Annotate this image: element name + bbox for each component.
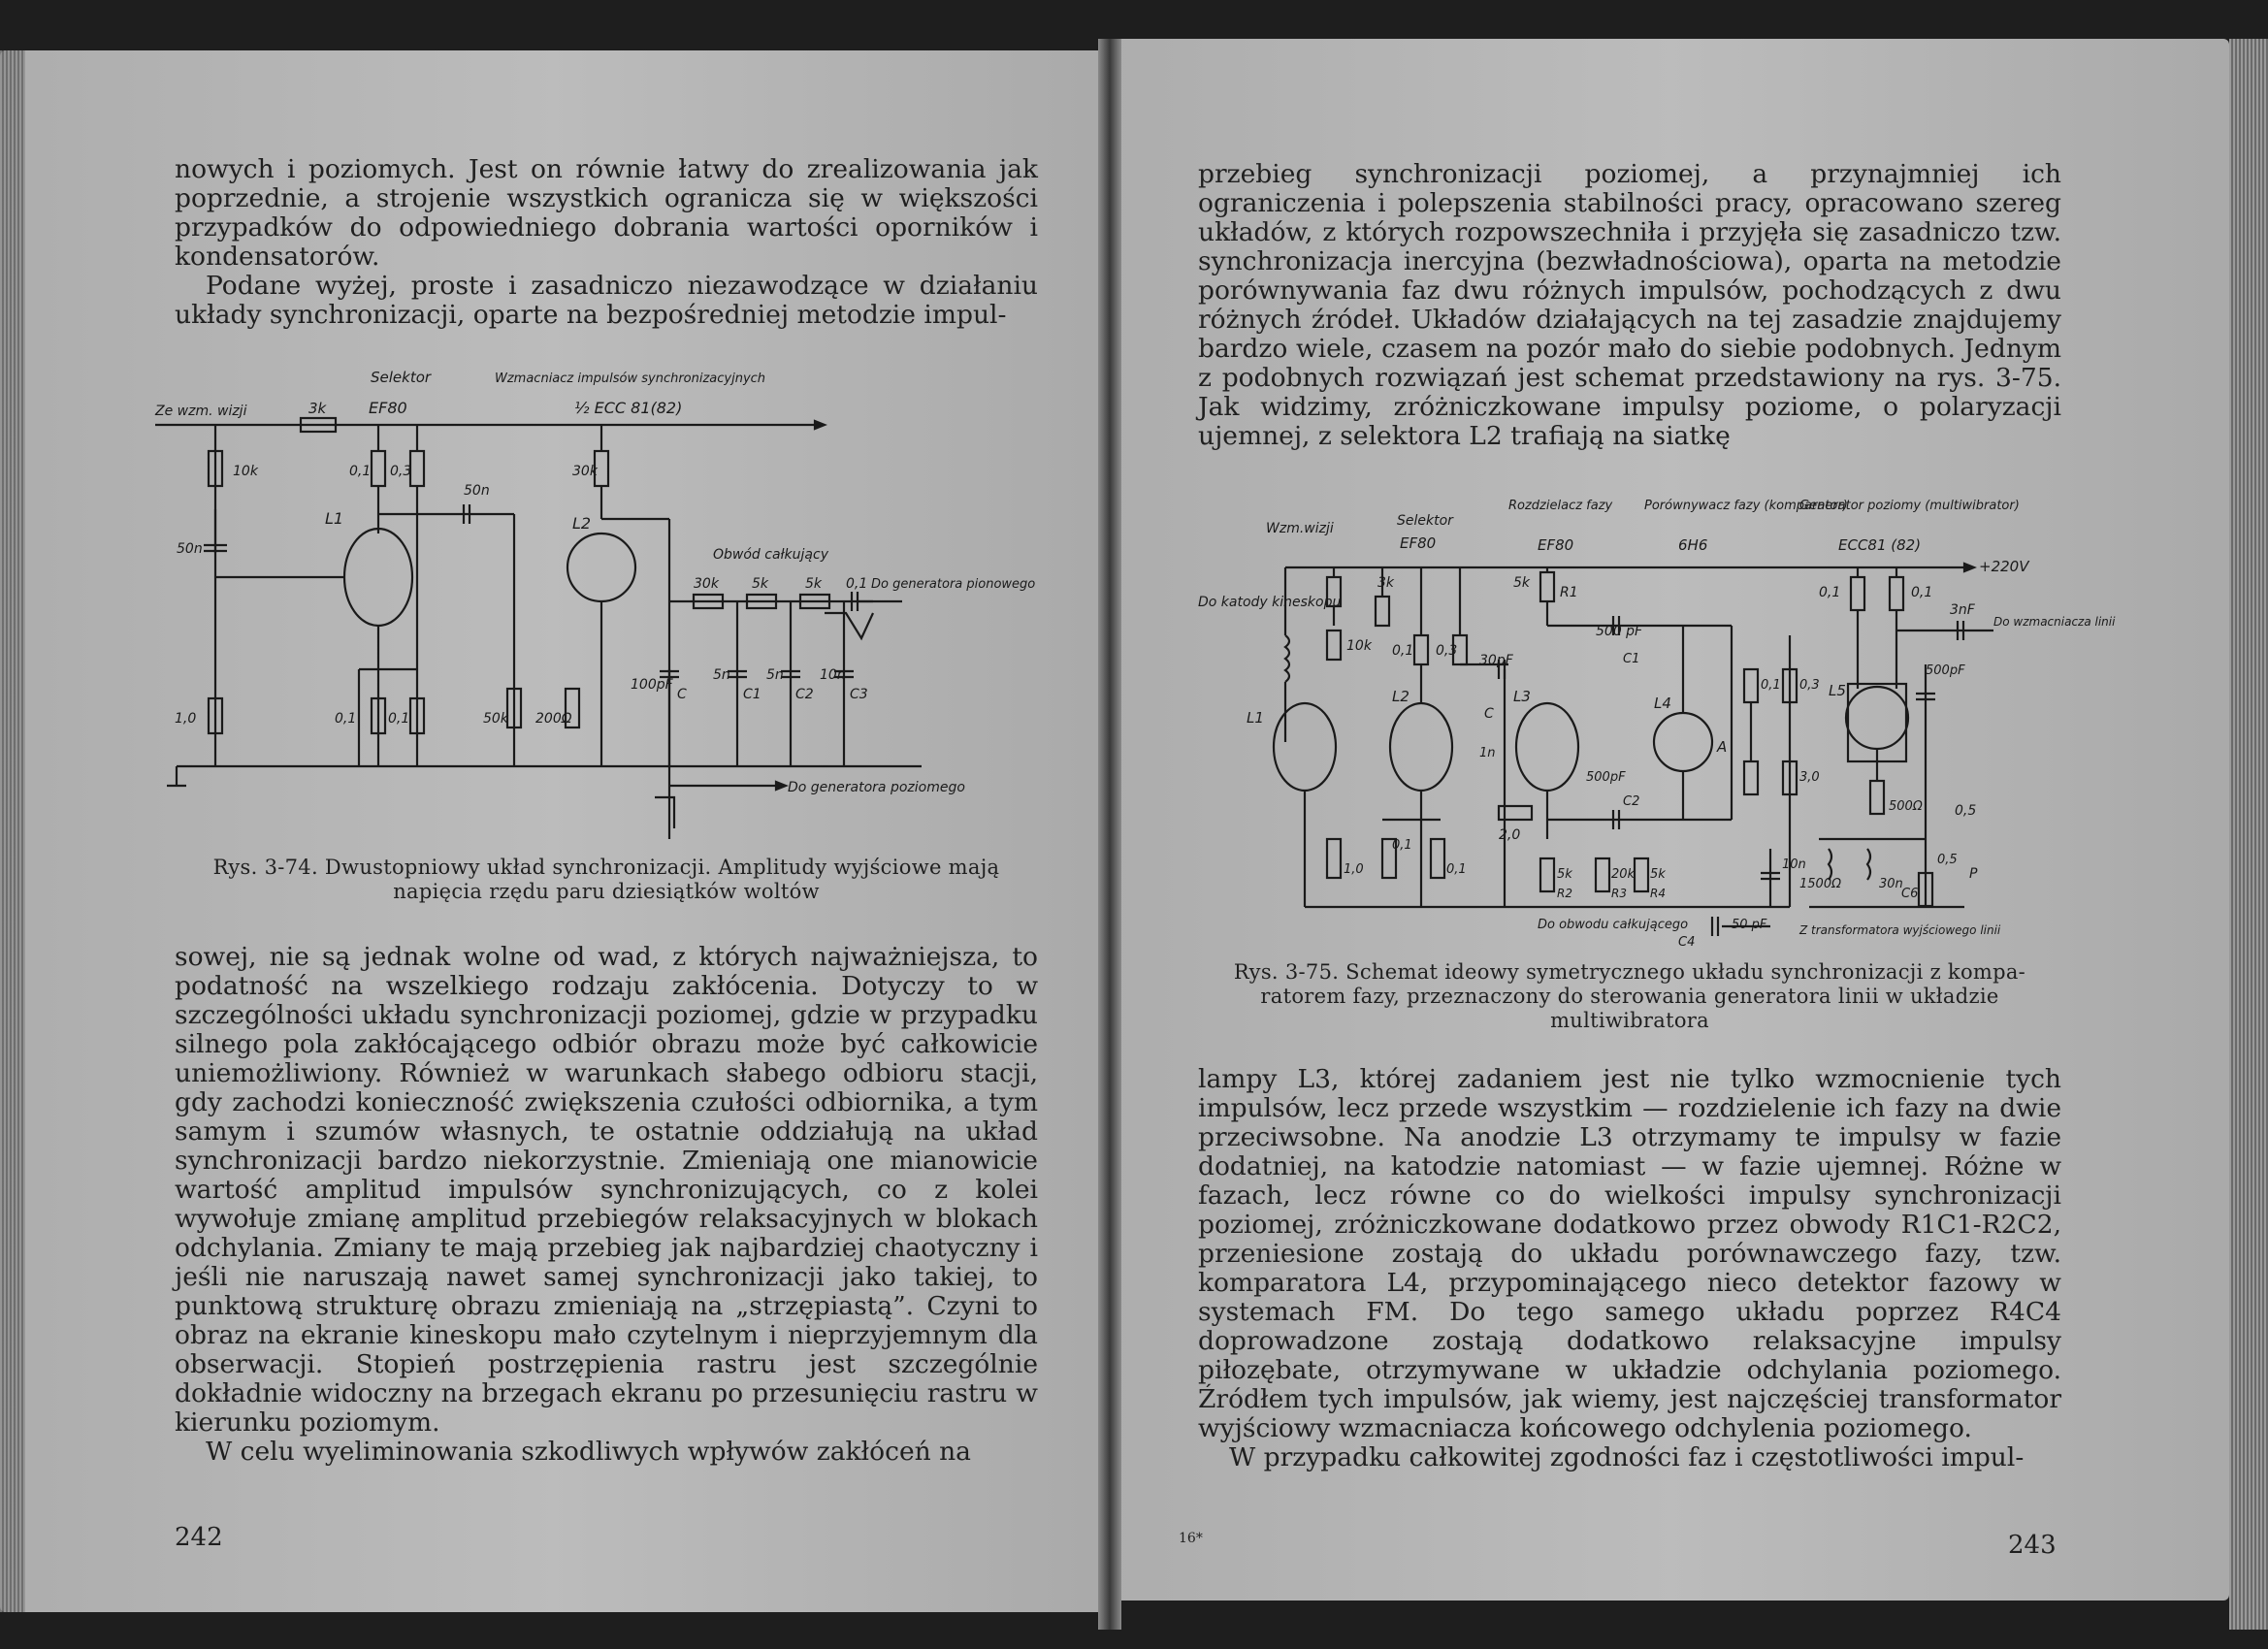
fig2-label-c500pf: 500 pF — [1596, 624, 1643, 639]
page-number-right: 243 — [2008, 1531, 2057, 1560]
fig2-label-selektor: Selektor — [1397, 513, 1453, 529]
caption-3-75-line-1: Rys. 3-75. Schemat ideowy symetrycznego układu synchronizacji z kompa- — [1233, 960, 2026, 984]
left-top-text — [175, 155, 1038, 330]
fig1-label-ef80: EF80 — [369, 399, 407, 417]
fig1-label-c50n-top: 50n — [464, 483, 490, 499]
fig2-label-a: A — [1717, 738, 1728, 756]
right-page-edge — [2229, 39, 2268, 1630]
printer-signature-mark: 16* — [1179, 1531, 1203, 1546]
right-bottom-text — [1198, 1065, 2061, 1472]
left-paragraph-4: W celu wyeliminowania szkodliwych wpływów zakłóceń na — [206, 1437, 971, 1467]
fig1-label-l1: L1 — [325, 509, 344, 528]
fig2-label-ecc81: ECC81 (82) — [1838, 536, 1922, 554]
fig2-label-l3: L3 — [1513, 688, 1531, 705]
fig1-label-r10: 1,0 — [175, 711, 197, 727]
fig1-label-c10n: 10n — [820, 667, 846, 683]
fig2-label-r1: R1 — [1560, 585, 1578, 600]
fig2-label-generator: Generator poziomy (multiwibrator) — [1799, 499, 2020, 513]
fig2-label-r3nf: 3nF — [1950, 602, 1975, 618]
fig1-label-c01: 0,1 — [846, 576, 868, 592]
fig2-label-c-c2: C2 — [1623, 794, 1640, 809]
fig2-label-c1500: 1500Ω — [1799, 877, 1842, 891]
fig1-label-ze-wzm-wizji: Ze wzm. wizji — [155, 404, 247, 419]
fig2-label-rozdzielacz: Rozdzielacz fazy — [1508, 499, 1613, 513]
fig1-label-r03: 0,3 — [390, 464, 412, 479]
fig1-label-r01c: 0,1 — [388, 711, 410, 727]
left-bottom-text — [175, 943, 1038, 1467]
fig2-label-r05b: 0,5 — [1937, 853, 1958, 867]
fig2-label-r01b: 0,1 — [1911, 585, 1933, 600]
fig1-label-selektor: Selektor — [371, 369, 432, 386]
fig2-label-r03b: 0,3 — [1799, 678, 1820, 693]
fig1-label-r5k-b: 5k — [805, 576, 823, 592]
book-gutter — [1098, 39, 1121, 1630]
fig2-label-c30pf: 30pF — [1479, 653, 1513, 668]
fig1-label-r01a: 0,1 — [349, 464, 372, 479]
fig2-label-c-c1: C1 — [1623, 652, 1640, 666]
fig2-label-r01d: 0,1 — [1761, 678, 1781, 693]
fig2-label-r5k: 5k — [1513, 575, 1531, 591]
fig1-label-obwod: Obwód całkujący — [713, 547, 828, 563]
fig2-label-do-katody: Do katody kineskopu — [1198, 595, 1342, 610]
fig2-label-6h6: 6H6 — [1678, 536, 1708, 554]
fig2-label-r5k-b: 5k — [1557, 867, 1572, 882]
fig2-label-r10k: 10k — [1346, 638, 1372, 654]
fig2-label-r500: 500Ω — [1889, 799, 1923, 814]
figure-3-75-schematic — [1188, 490, 2116, 955]
fig2-label-r10: 1,0 — [1344, 862, 1364, 877]
fig2-label-r01f: 0,1 — [1446, 862, 1467, 877]
left-paragraph-3: sowej, nie są jednak wolne od wad, z których najważniejsza, to podatność na wszelkiego rodzaju zakłócenia. Dotyczy to w szczególności układu synchronizacji poziomej, gdzie w przypadku silnego pola zakłócającego odbiór obrazu może być całkowicie uniemożliwiony. Również w warunkach słabego odbioru stacji, gdy zachodzi konieczność zwiększenia czułości odbiornika, a tym samym i szumów własnych, te ostatnie oddziałują na układ synchronizacji bardzo niekorzystnie. Zmieniają one mianowicie wartość amplitud impulsów synchronizujących, co z kolei wywołuje zmianę amplitud przebiegów relaksacyjnych w blokach odchylania. Zmiany te mają przebieg jak najbardziej chaotyczny i jeśli nie naruszają nawet samej synchronizacji jako takiej, to punktową strukturę obrazu zmieniają na „strzępiastą”. Czyni to obraz na ekranie kineskopu mało czytelnym i nieprzyjemnym dla obserwacji. Stopień postrzępienia rastru jest szczególnie dokładnie widoczny na brzegach ekranu po przesunięciu rastru w kierunku poziomym. — [175, 942, 1038, 1438]
fig2-label-r3k: 3k — [1377, 575, 1395, 591]
right-paragraph-3: W przypadku całkowitej zgodności faz i częstotliwości impul- — [1229, 1442, 2025, 1472]
fig1-label-r30k-b: 30k — [694, 576, 719, 592]
right-top-text — [1198, 160, 2061, 451]
fig2-label-l5: L5 — [1829, 682, 1846, 699]
fig2-label-r-r4: R4 — [1650, 887, 1666, 900]
fig2-label-r30n: 30n — [1879, 877, 1903, 891]
fig2-label-l2: L2 — [1392, 688, 1409, 705]
fig2-label-r30: 3,0 — [1799, 770, 1820, 785]
right-paragraph-1: przebieg synchronizacji poziomej, a przynajmniej ich ograniczenia i polepszenia stabilności pracy, opracowano szereg układów, z których rozpowszechniła i przyjęła się zasadniczo tzw. synchronizacja inercyjna (bezwładnościowa), oparta na metodzie porównywania faz dwu różnych impulsów, pochodzących z dwu różnych źródeł. Układów działających na tej zasadzie znajdujemy bardzo wiele, czasem na pozór mało do siebie podobnych. Jednym z podobnych rozwiązań jest schemat przedstawiony na rys. 3-75. Jak widzimy, zróżniczkowane impulsy poziome, o polaryzacji ujemnej, z selektora L2 trafiają na siatkę — [1198, 159, 2061, 451]
fig2-label-l4: L4 — [1654, 695, 1671, 712]
fig1-label-r50k: 50k — [483, 711, 508, 727]
fig2-label-l1: L1 — [1247, 709, 1264, 727]
fig2-label-r01a: 0,1 — [1819, 585, 1841, 600]
fig2-label-do-wzm-linii: Do wzmacniacza linii — [1993, 615, 2116, 629]
figure-3-74-caption — [175, 856, 1038, 904]
fig1-label-c-c2: C2 — [795, 687, 814, 702]
fig2-label-c-c: C — [1484, 706, 1494, 722]
fig1-label-ecc81: ½ ECC 81(82) — [574, 399, 683, 417]
fig2-label-porownywacz: Porównywacz fazy (komparator) — [1644, 499, 1848, 513]
fig2-label-z-transf: Z transformatora wyjściowego linii — [1799, 923, 2001, 937]
fig2-label-c50pf: 50 pF — [1732, 918, 1767, 932]
fig1-label-do-gen-poz: Do generatora poziomego — [788, 780, 965, 795]
figure-3-75-caption — [1198, 960, 2061, 1033]
fig1-label-r01b: 0,1 — [335, 711, 357, 727]
right-paragraph-2: lampy L3, której zadaniem jest nie tylko wzmocnienie tych impulsów, lecz przede wszystkim — rozdzielenie ich fazy na dwie przeciwsobne. Na anodzie L3 otrzymamy te impulsy w fazie dodatniej, na katodzie natomiast — w fazie ujemnej. Różne w fazach, lecz równe co do wielkości impulsy synchronizacji poziomej, zróżniczkowane dodatkowo przez obwody R1C1-R2C2, przeniesione zostają do układu porównawczego fazy, tzw. komparatora L4, przypominającego nieco detektor fazowy w systemach FM. Do tego samego układu poprzez R4C4 doprowadzone zostają dodatkowo relaksacyjne impulsy piłozębate, otrzymywane w układzie odchylania poziomego. Źródłem tych impulsów, jak wiemy, jest najczęściej transformator wyjściowy wzmacniacza końcowego odchylenia poziomego. — [1198, 1064, 2061, 1443]
fig1-label-c100pf: 100pF — [631, 677, 673, 693]
fig2-label-c-c6: C6 — [1901, 887, 1919, 901]
fig2-label-r05a: 0,5 — [1955, 803, 1977, 819]
fig1-label-c-c: C — [677, 687, 687, 702]
fig2-label-ef80b: EF80 — [1538, 536, 1574, 554]
caption-3-75-line-2: ratorem fazy, przeznaczony do sterowania generatora linii w układzie — [1260, 985, 1999, 1008]
fig2-label-r-r2: R2 — [1557, 887, 1572, 900]
fig1-label-c-c1: C1 — [743, 687, 761, 702]
fig2-label-c500pf-c: 500pF — [1586, 770, 1626, 785]
figure-3-74-schematic — [155, 359, 1036, 844]
fig2-label-r01e: 0,1 — [1392, 838, 1412, 853]
fig2-label-wzm-wizji: Wzm.wizji — [1266, 521, 1334, 536]
fig2-label-c-c4: C4 — [1678, 935, 1696, 950]
fig1-label-r3k: 3k — [308, 400, 327, 417]
fig1-label-c5n-b: 5n — [766, 667, 784, 683]
left-paragraph-2: Podane wyżej, proste i zasadniczo niezawodzące w działaniu układy synchronizacji, oparte na bezpośredniej metodzie impul- — [175, 271, 1038, 330]
fig1-label-wzmacniacz: Wzmacniacz impulsów synchronizacyjnych — [495, 372, 766, 386]
fig2-label-plus220: +220V — [1979, 558, 2029, 575]
fig1-label-r30k: 30k — [572, 464, 598, 479]
fig2-label-c10n: 10n — [1782, 857, 1806, 872]
fig1-label-c5n-a: 5n — [713, 667, 730, 683]
fig1-label-c50n-left: 50n — [177, 541, 203, 557]
fig1-label-r10k: 10k — [233, 464, 258, 479]
fig2-label-r03: 0,3 — [1436, 643, 1458, 659]
fig1-label-do-gen-pion: Do generatora pionowego — [871, 577, 1036, 592]
fig2-label-r-r3: R3 — [1611, 887, 1627, 900]
caption-3-75-line-3: multiwibratora — [1550, 1009, 1709, 1032]
left-page-edge — [0, 50, 25, 1612]
fig2-label-p: P — [1969, 866, 1978, 882]
fig2-label-do-obwodu: Do obwodu całkującego — [1538, 918, 1689, 932]
fig2-label-r20k: 20k — [1611, 867, 1636, 882]
fig2-label-r20: 2,0 — [1499, 827, 1521, 843]
fig2-label-r01c: 0,1 — [1392, 643, 1414, 659]
fig2-label-r5k-c: 5k — [1650, 867, 1666, 882]
fig2-label-c500pf-b: 500pF — [1926, 663, 1965, 678]
caption-3-74-line-1: Rys. 3-74. Dwustopniowy układ synchronizacji. Amplitudy wyjściowe mają — [212, 856, 1000, 879]
fig1-label-l2: L2 — [572, 514, 592, 533]
fig1-label-r200: 200Ω — [535, 711, 572, 727]
caption-3-74-line-2: napięcia rzędu paru dziesiątków woltów — [393, 880, 820, 903]
fig2-label-r1n: 1n — [1479, 746, 1496, 760]
fig2-label-ef80a: EF80 — [1400, 534, 1437, 552]
fig1-label-c-c3: C3 — [850, 687, 868, 702]
fig1-label-r5k-a: 5k — [752, 576, 769, 592]
page-number-left: 242 — [175, 1523, 223, 1552]
left-paragraph-1: nowych i poziomych. Jest on równie łatwy do zrealizowania jak poprzednie, a strojenie wszystkich ogranicza się w większości przypadków do odpowiedniego dobrania wartości oporników i kondensatorów. — [175, 154, 1038, 272]
